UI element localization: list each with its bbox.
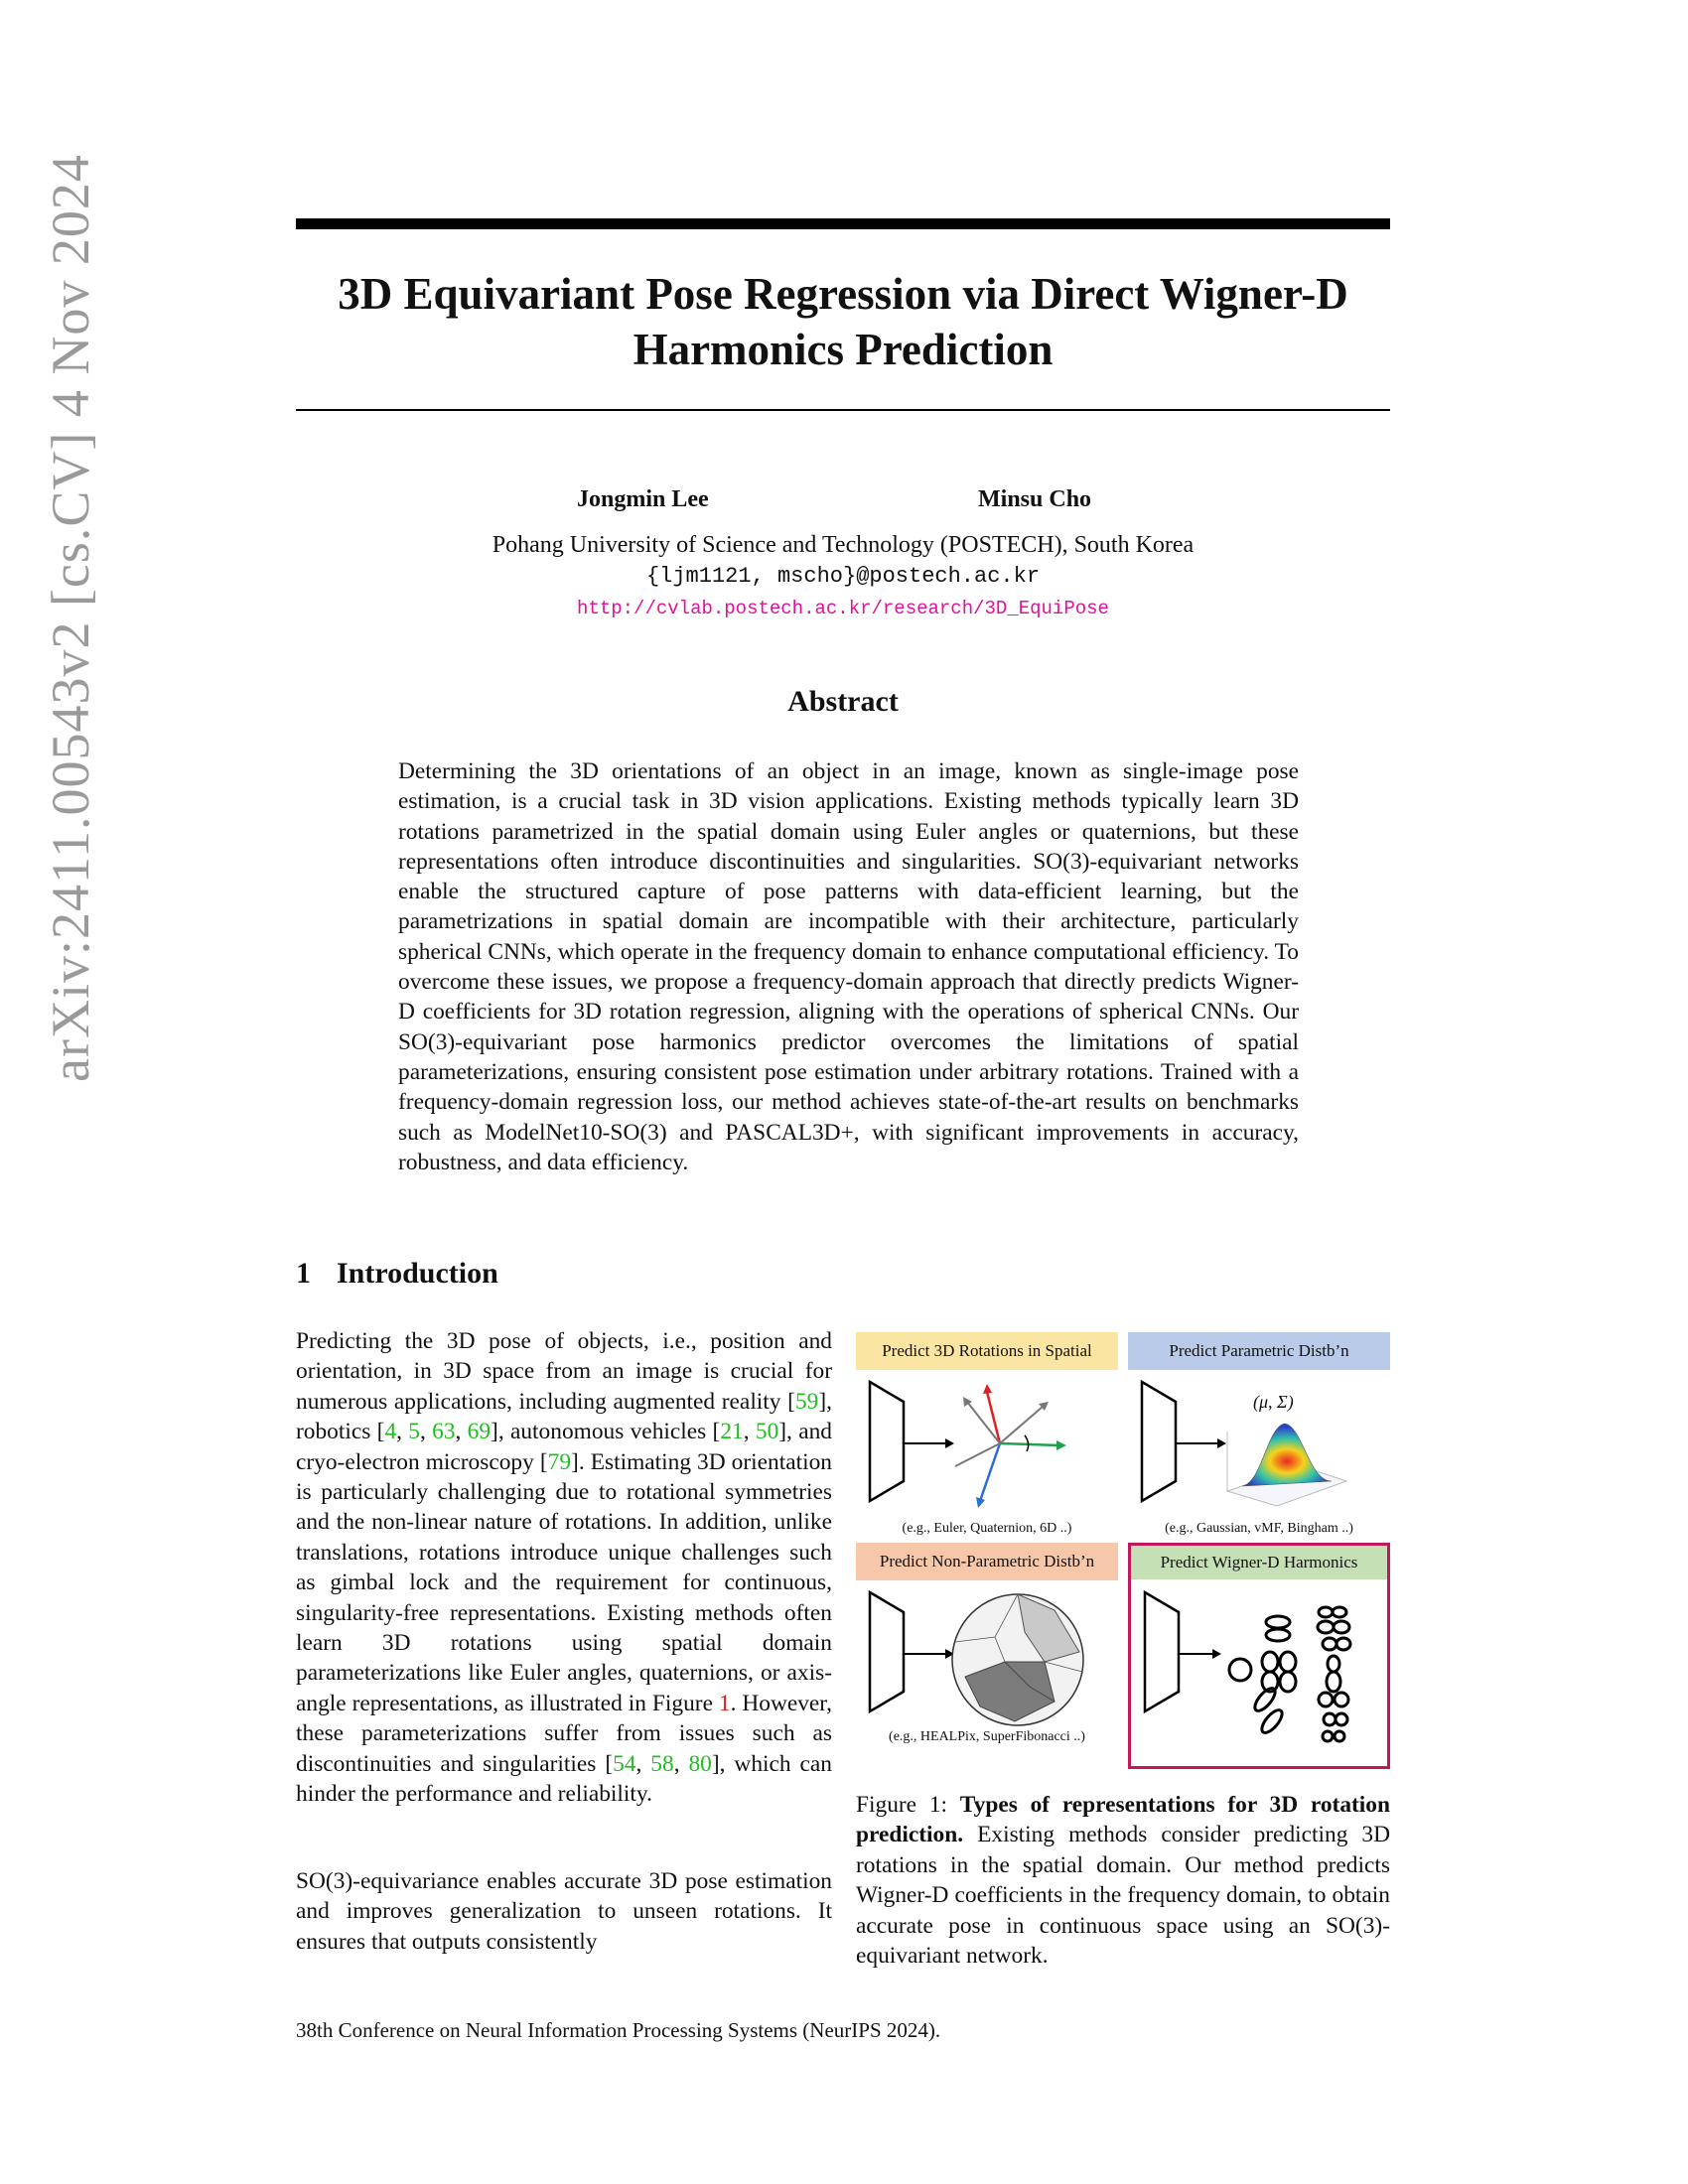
project-url[interactable]: http://cvlab.postech.ac.kr/research/3D_EquiPose [577,598,1109,619]
panel-parametric-note: (e.g., Gaussian, vMF, Bingham ..) [1165,1521,1353,1536]
distribution-parameters: (μ, Σ) [1253,1392,1294,1412]
wigner-harmonics-icon [1229,1607,1350,1741]
gaussian-bump-icon [1242,1424,1332,1486]
panel-spatial-diagram [856,1372,1118,1531]
section-number: 1 [296,1257,311,1290]
citation-link[interactable]: 5 [408,1419,420,1445]
title-rule-top [296,218,1390,229]
abstract-heading: Abstract [787,685,899,718]
figure-1-caption: Figure 1: Types of representations for 3D rotation prediction. Existing methods consider predicting 3D rotations in the spatial domain. Our method predicts Wigner-D coefficients in the frequency domain, to obtain accurate pose in continuous space using an SO(3)-equivariant network. [856,1792,1391,1970]
citation-link[interactable]: 4 [384,1419,397,1445]
caption-title: Types of representations for 3D rotation prediction. [856,1792,1391,1848]
author-2: Minsu Cho [978,486,1092,512]
conference-footer: 38th Conference on Neural Information Processing Systems (NeurIPS 2024). [296,2018,941,2042]
figure-1 [856,1332,1390,1769]
encoder-icon [870,1592,904,1711]
title-line-1: 3D Equivariant Pose Regression via Direct Wigner-D [338,269,1348,319]
citation-link[interactable]: 59 [794,1388,819,1415]
intro-paragraph-2: SO(3)-equivariance enables accurate 3D pose estimation and improves generalization to unseen rotations. It ensures that outputs consistently [296,1868,832,1955]
citation-link[interactable]: 79 [547,1448,572,1475]
section-title: Introduction [337,1257,498,1290]
citation-link[interactable]: 80 [688,1750,712,1777]
panel-spatial-note: (e.g., Euler, Quaternion, 6D ..) [902,1521,1072,1536]
citation-link[interactable]: 63 [432,1419,456,1445]
intro-paragraph-1: Predicting the 3D pose of objects, i.e., position and orientation, in 3D space from an image is crucial for numerous applications, including augmented reality [59], robotics [4, 5, 63, 69], autonomous vehicles [21, 50], and cryo-electron microscopy [79]. Estimating 3D orientation is particularly challenging due to rotational symmetries and the non-linear nature of rotations. In addition, unlike translations, rotations introduce unique challenges such as gimbal lock and the requirement for continuous, singularity-free representations. Existing methods often learn 3D rotations using spatial domain parameterizations like Euler angles, quaternions, or axis-angle representations, as illustrated in Figure 1. However, these parameterizations suffer from issues such as discontinuities and singularities [54, 58, 80], which can hinder the performance and reliability. [296,1328,832,1808]
arxiv-identifier: arXiv:2411.00543v2 [cs.CV] 4 Nov 2024 [41,154,100,1082]
encoder-icon [870,1382,904,1501]
panel-nonparametric-label: Predict Non-Parametric Distb’n [856,1543,1118,1580]
paper-title [296,266,1390,377]
citation-link[interactable]: 21 [720,1419,744,1445]
author-1: Jongmin Lee [577,486,709,512]
panel-nonparametric-diagram [856,1582,1118,1741]
panel-nonparametric-note: (e.g., HEALPix, SuperFibonacci ..) [889,1729,1085,1744]
panel-wigner-diagram [1131,1582,1385,1759]
title-rule-bottom [296,409,1390,411]
section-heading [296,1257,498,1291]
axis-y-icon [1000,1443,1059,1445]
figure-reference-link[interactable]: 1 [718,1690,731,1716]
author-emails: {ljm1121, mscho}@postech.ac.kr [645,564,1041,589]
panel-spatial-label: Predict 3D Rotations in Spatial [856,1332,1118,1370]
panel-parametric-label: Predict Parametric Distb’n [1128,1332,1390,1370]
citation-link[interactable]: 58 [650,1750,674,1777]
affiliation: Pohang University of Science and Technology (POSTECH), South Korea [492,532,1195,558]
panel-wigner-label: Predict Wigner-D Harmonics [1131,1546,1387,1579]
title-line-2: Harmonics Prediction [633,325,1054,374]
citation-link[interactable]: 50 [755,1419,779,1445]
citation-link[interactable]: 69 [467,1419,492,1445]
abstract-body: Determining the 3D orientations of an object in an image, known as single-image pose estimation, is a crucial task in 3D vision applications. Existing methods typically learn 3D rotations parametrized in the spatial domain using Euler angles or quaternions, but these representations often introduce discontinuities and singularities. SO(3)-equivariant networks enable the structured capture of pose patterns with data-efficient learning, but the parametrizations in spatial domain are incompatible with their architecture, particularly spherical CNNs, which operate in the frequency domain to enhance computational efficiency. To overcome these issues, we propose a frequency-domain approach that directly predicts Wigner-D coefficients for 3D rotation regression, aligning with the operations of spherical CNNs. Our SO(3)-equivariant pose harmonics predictor overcomes the limitations of spatial parameterizations, ensuring consistent pose estimation under arbitrary rotations. Trained with a frequency-domain regression loss, our method achieves state-of-the-art results on benchmarks such as ModelNet10-SO(3) and PASCAL3D+, with significant improvements in accuracy, robustness, and data efficiency. [398,758,1299,1175]
encoder-icon [1142,1382,1176,1501]
citation-link[interactable]: 54 [613,1750,636,1777]
encoder-icon [1145,1592,1179,1711]
